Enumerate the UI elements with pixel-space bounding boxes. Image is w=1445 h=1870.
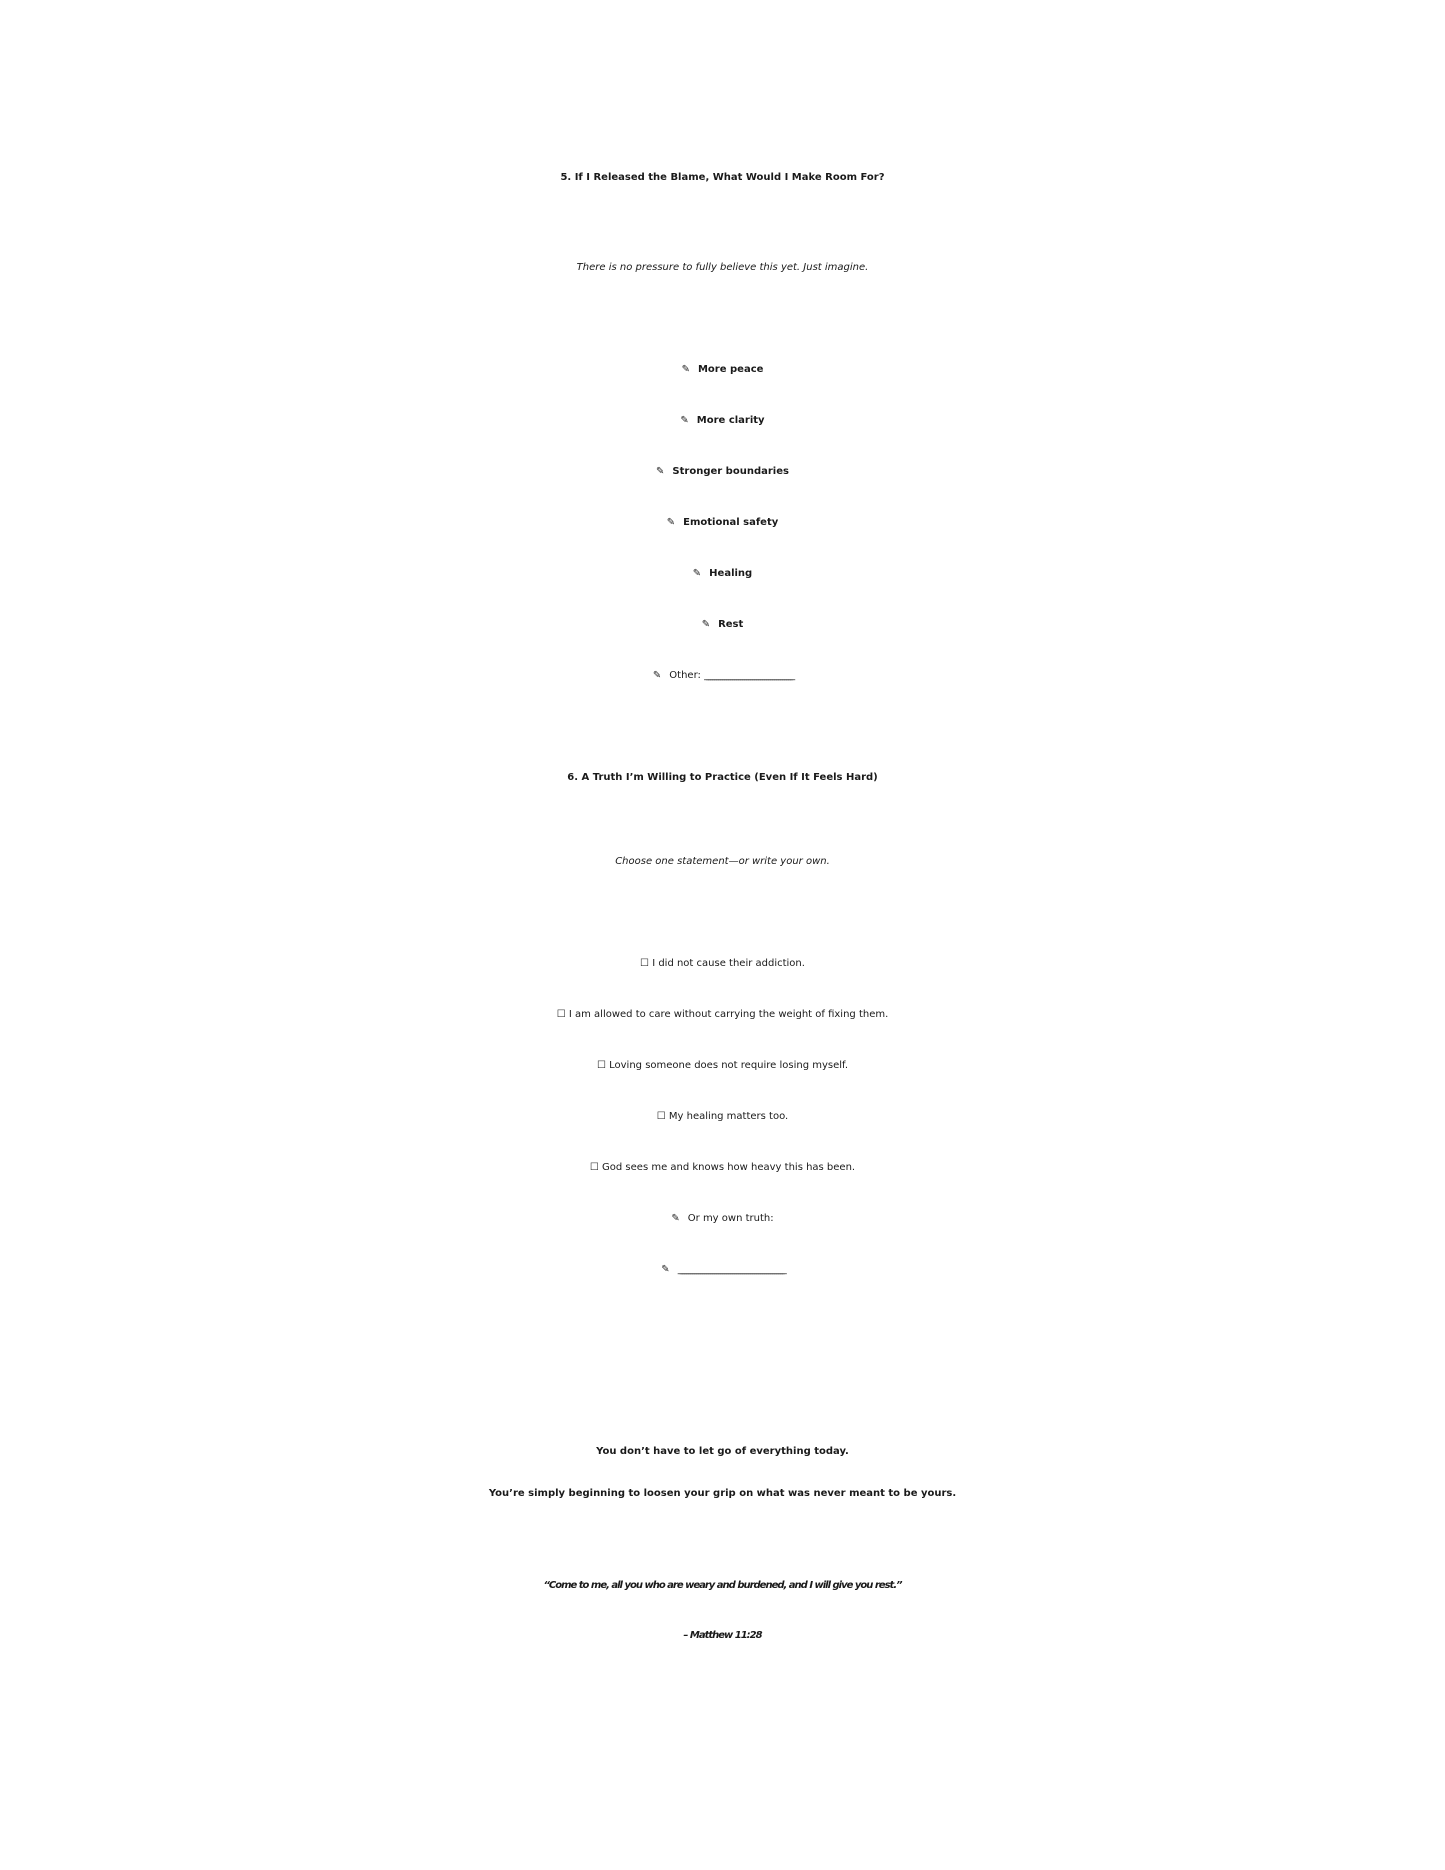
closing-line-2: You’re simply beginning to loosen your grip on what was never meant to be yours. — [488, 1488, 957, 1499]
option-rest[interactable] — [0, 619, 1445, 630]
section-5-heading: 5. If I Released the Blame, What Would I Make Room For? — [560, 172, 885, 183]
checkbox-icon[interactable]: ☐ — [589, 1162, 599, 1173]
pencil-icon: ✎ — [692, 568, 702, 579]
option-other[interactable] — [0, 670, 1445, 681]
option-label: Rest — [718, 619, 744, 630]
option-other-label: Other: — [669, 670, 701, 681]
option-more-peace[interactable] — [0, 364, 1445, 375]
statement-item[interactable] — [0, 1111, 1445, 1122]
closing-line-1: You don’t have to let go of everything today. — [596, 1446, 849, 1457]
pencil-icon: ✎ — [656, 466, 665, 477]
statement-text: God sees me and knows how heavy this has been. — [602, 1162, 856, 1173]
pencil-icon: ✎ — [652, 670, 662, 681]
option-emotional-safety[interactable] — [0, 517, 1445, 528]
option-healing[interactable] — [0, 568, 1445, 579]
checkbox-icon[interactable]: ☐ — [556, 1009, 566, 1020]
statement-item[interactable] — [0, 1162, 1445, 1173]
statement-item[interactable] — [0, 958, 1445, 969]
own-truth-field[interactable] — [0, 1264, 1445, 1275]
other-write-in-blank[interactable]: ____________________________________________ — [704, 670, 793, 681]
statement-text: I am allowed to care without carrying the weight of fixing them. — [568, 1009, 889, 1020]
option-label: Stronger boundaries — [672, 466, 789, 477]
statement-text: I did not cause their addiction. — [652, 958, 805, 969]
statement-item[interactable] — [0, 1060, 1445, 1071]
own-truth-blank[interactable]: _____________________________________________________ — [677, 1264, 784, 1275]
section-6-instruction: Choose one statement—or write your own. — [615, 856, 830, 867]
statement-text: Loving someone does not require losing myself. — [609, 1060, 849, 1071]
pencil-icon: ✎ — [701, 619, 711, 630]
section-6-heading: 6. A Truth I’m Willing to Practice (Even If It Feels Hard) — [567, 772, 878, 783]
statement-item[interactable] — [0, 1009, 1445, 1020]
own-truth-label: Or my own truth: — [687, 1213, 774, 1224]
option-stronger-boundaries[interactable] — [0, 466, 1445, 477]
checkbox-icon[interactable]: ☐ — [656, 1111, 666, 1122]
pencil-icon: ✎ — [680, 415, 689, 426]
section-5-instruction: There is no pressure to fully believe this yet. Just imagine. — [576, 262, 869, 273]
pencil-icon: ✎ — [681, 364, 690, 375]
option-label: Emotional safety — [683, 517, 779, 528]
scripture-citation: – Matthew 11:28 — [683, 1630, 762, 1641]
scripture-quote: “Come to me, all you who are weary and burdened, and I will give you rest.” — [543, 1580, 902, 1591]
option-more-clarity[interactable] — [0, 415, 1445, 426]
option-label: More peace — [697, 364, 764, 375]
statement-text: My healing matters too. — [668, 1111, 789, 1122]
option-label: More clarity — [696, 415, 765, 426]
own-truth-prompt — [0, 1213, 1445, 1224]
pencil-icon: ✎ — [666, 517, 676, 528]
option-label: Healing — [709, 568, 753, 579]
checkbox-icon[interactable]: ☐ — [596, 1060, 606, 1071]
pencil-icon: ✎ — [661, 1264, 670, 1275]
checkbox-icon[interactable]: ☐ — [640, 958, 649, 969]
pencil-icon: ✎ — [671, 1213, 680, 1224]
